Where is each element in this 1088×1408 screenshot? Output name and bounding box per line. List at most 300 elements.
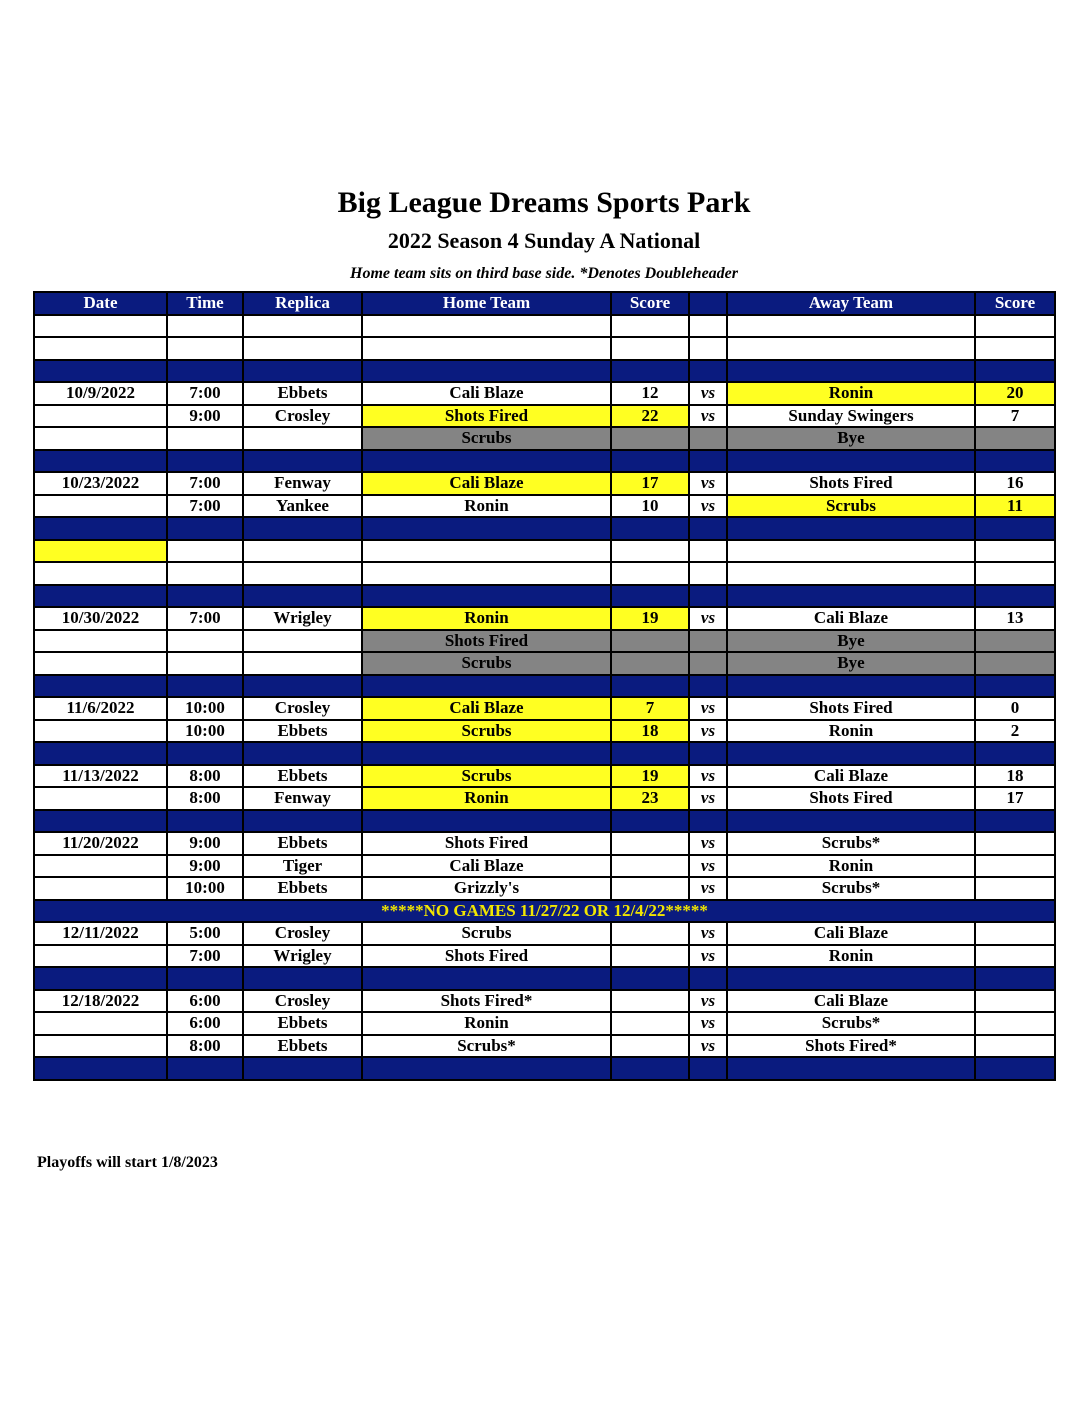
- home-score-cell: [611, 630, 689, 653]
- blank-cell: [727, 315, 975, 338]
- game-row: [34, 720, 1055, 743]
- blank-cell: [727, 540, 975, 563]
- blank-cell: [689, 540, 727, 563]
- game-row: [34, 855, 1055, 878]
- vs-cell: vs: [689, 765, 727, 788]
- blank-cell: [243, 337, 362, 360]
- away-score-cell: [975, 922, 1055, 945]
- separator-cell: [611, 450, 689, 473]
- date-cell: 12/11/2022: [34, 922, 167, 945]
- home-score-cell: [611, 877, 689, 900]
- time-cell: 10:00: [167, 877, 243, 900]
- bye-row: [34, 630, 1055, 653]
- separator-cell: [975, 450, 1055, 473]
- game-row: [34, 787, 1055, 810]
- separator-cell: [243, 967, 362, 990]
- separator-cell: [167, 517, 243, 540]
- time-cell: 6:00: [167, 990, 243, 1013]
- home-team-cell: Shots Fired: [362, 405, 611, 428]
- separator-cell: [34, 450, 167, 473]
- separator-cell: [34, 967, 167, 990]
- replica-cell: Crosley: [243, 697, 362, 720]
- vs-cell: vs: [689, 787, 727, 810]
- separator-cell: [611, 517, 689, 540]
- vs-cell: vs: [689, 877, 727, 900]
- away-team-cell: Bye: [727, 427, 975, 450]
- col-header-away-team: Away Team: [727, 292, 975, 315]
- home-score-cell: [611, 855, 689, 878]
- separator-cell: [167, 450, 243, 473]
- date-cell: [34, 855, 167, 878]
- blank-cell: [167, 540, 243, 563]
- home-team-cell: Scrubs: [362, 427, 611, 450]
- date-cell: 10/30/2022: [34, 607, 167, 630]
- home-score-cell: 19: [611, 765, 689, 788]
- blank-cell: [689, 315, 727, 338]
- blank-cell: [611, 540, 689, 563]
- separator-cell: [243, 450, 362, 473]
- separator-cell: [362, 585, 611, 608]
- game-row: [34, 922, 1055, 945]
- date-cell: 10/9/2022: [34, 382, 167, 405]
- away-score-cell: [975, 630, 1055, 653]
- home-score-cell: 23: [611, 787, 689, 810]
- vs-cell: vs: [689, 405, 727, 428]
- separator-cell: [727, 585, 975, 608]
- date-cell: [34, 630, 167, 653]
- time-cell: 6:00: [167, 1012, 243, 1035]
- home-team-cell: Ronin: [362, 495, 611, 518]
- bye-row: [34, 427, 1055, 450]
- blank-cell: [167, 315, 243, 338]
- separator-cell: [243, 360, 362, 383]
- separator-row: [34, 585, 1055, 608]
- separator-cell: [34, 742, 167, 765]
- blank-cell: [362, 540, 611, 563]
- away-score-cell: [975, 427, 1055, 450]
- away-team-cell: Ronin: [727, 945, 975, 968]
- separator-cell: [243, 585, 362, 608]
- separator-cell: [34, 675, 167, 698]
- separator-cell: [362, 742, 611, 765]
- away-team-cell: Cali Blaze: [727, 990, 975, 1013]
- game-row: [34, 1012, 1055, 1035]
- game-row: [34, 405, 1055, 428]
- away-score-cell: 13: [975, 607, 1055, 630]
- away-team-cell: Shots Fired: [727, 787, 975, 810]
- date-cell: 11/6/2022: [34, 697, 167, 720]
- date-cell: [34, 945, 167, 968]
- separator-cell: [243, 517, 362, 540]
- away-team-cell: Scrubs*: [727, 1012, 975, 1035]
- page-subtitle: 2022 Season 4 Sunday A National: [387, 228, 701, 253]
- separator-cell: [727, 450, 975, 473]
- home-team-cell: Cali Blaze: [362, 697, 611, 720]
- col-header-date: Date: [34, 292, 167, 315]
- separator-cell: [362, 450, 611, 473]
- time-cell: 10:00: [167, 720, 243, 743]
- vs-cell: vs: [689, 832, 727, 855]
- separator-row: [34, 675, 1055, 698]
- away-team-cell: Bye: [727, 652, 975, 675]
- blank-row: [34, 337, 1055, 360]
- vs-cell: vs: [689, 697, 727, 720]
- replica-cell: Fenway: [243, 472, 362, 495]
- replica-cell: Yankee: [243, 495, 362, 518]
- separator-row: [34, 810, 1055, 833]
- away-team-cell: Scrubs: [727, 495, 975, 518]
- away-team-cell: Ronin: [727, 382, 975, 405]
- time-cell: [167, 630, 243, 653]
- separator-cell: [611, 1057, 689, 1080]
- vs-cell: vs: [689, 990, 727, 1013]
- home-score-cell: [611, 922, 689, 945]
- separator-cell: [975, 360, 1055, 383]
- vs-cell: vs: [689, 720, 727, 743]
- game-row: [34, 1035, 1055, 1058]
- home-score-cell: [611, 832, 689, 855]
- separator-row: [34, 742, 1055, 765]
- blank-cell: [975, 540, 1055, 563]
- separator-cell: [243, 810, 362, 833]
- replica-cell: Ebbets: [243, 720, 362, 743]
- away-team-cell: Shots Fired: [727, 472, 975, 495]
- separator-cell: [689, 517, 727, 540]
- col-header-replica: Replica: [243, 292, 362, 315]
- col-header-vs: [689, 292, 727, 315]
- separator-cell: [167, 585, 243, 608]
- away-score-cell: 16: [975, 472, 1055, 495]
- time-cell: [167, 652, 243, 675]
- replica-cell: [243, 652, 362, 675]
- away-score-cell: [975, 990, 1055, 1013]
- date-cell: [34, 877, 167, 900]
- blank-row: [34, 562, 1055, 585]
- separator-cell: [34, 585, 167, 608]
- separator-cell: [727, 360, 975, 383]
- home-score-cell: [611, 652, 689, 675]
- away-score-cell: [975, 945, 1055, 968]
- col-header-home-team: Home Team: [362, 292, 611, 315]
- separator-row: [34, 517, 1055, 540]
- blank-cell: [167, 562, 243, 585]
- home-score-cell: [611, 1035, 689, 1058]
- time-cell: 5:00: [167, 922, 243, 945]
- blank-cell: [362, 562, 611, 585]
- blank-cell: [243, 315, 362, 338]
- separator-cell: [727, 967, 975, 990]
- blank-cell: [689, 337, 727, 360]
- playoffs-note: Playoffs will start 1/8/2023: [37, 1154, 218, 1171]
- replica-cell: [243, 427, 362, 450]
- separator-cell: [34, 810, 167, 833]
- blank-cell: [975, 337, 1055, 360]
- header-row: [34, 292, 1055, 315]
- away-score-cell: 0: [975, 697, 1055, 720]
- blank-cell: [362, 315, 611, 338]
- date-cell: [34, 540, 167, 563]
- away-score-cell: 17: [975, 787, 1055, 810]
- separator-cell: [689, 967, 727, 990]
- separator-cell: [243, 1057, 362, 1080]
- home-score-cell: 7: [611, 697, 689, 720]
- separator-cell: [167, 967, 243, 990]
- separator-cell: [611, 742, 689, 765]
- home-team-cell: Shots Fired: [362, 832, 611, 855]
- time-cell: 7:00: [167, 495, 243, 518]
- blank-cell: [611, 315, 689, 338]
- separator-cell: [689, 360, 727, 383]
- vs-cell: [689, 630, 727, 653]
- date-cell: [34, 427, 167, 450]
- separator-cell: [362, 360, 611, 383]
- time-cell: 9:00: [167, 405, 243, 428]
- away-score-cell: [975, 1035, 1055, 1058]
- separator-cell: [611, 585, 689, 608]
- vs-cell: vs: [689, 1035, 727, 1058]
- replica-cell: Crosley: [243, 405, 362, 428]
- home-score-cell: 22: [611, 405, 689, 428]
- time-cell: 10:00: [167, 697, 243, 720]
- home-team-cell: Cali Blaze: [362, 382, 611, 405]
- vs-cell: [689, 427, 727, 450]
- separator-cell: [689, 742, 727, 765]
- date-cell: 12/18/2022: [34, 990, 167, 1013]
- vs-cell: vs: [689, 382, 727, 405]
- date-cell: [34, 315, 167, 338]
- date-cell: [34, 495, 167, 518]
- schedule-table: [33, 291, 1056, 1081]
- separator-cell: [362, 675, 611, 698]
- replica-cell: Ebbets: [243, 1012, 362, 1035]
- blank-cell: [611, 562, 689, 585]
- away-score-cell: 18: [975, 765, 1055, 788]
- separator-cell: [167, 742, 243, 765]
- separator-row: [34, 967, 1055, 990]
- separator-cell: [362, 810, 611, 833]
- blank-cell: [975, 562, 1055, 585]
- game-row: [34, 832, 1055, 855]
- separator-cell: [689, 450, 727, 473]
- home-team-cell: Shots Fired: [362, 630, 611, 653]
- col-header-time: Time: [167, 292, 243, 315]
- home-team-cell: Ronin: [362, 1012, 611, 1035]
- away-score-cell: 20: [975, 382, 1055, 405]
- home-score-cell: 19: [611, 607, 689, 630]
- separator-cell: [689, 585, 727, 608]
- separator-cell: [34, 517, 167, 540]
- game-row: [34, 382, 1055, 405]
- game-row: [34, 945, 1055, 968]
- time-cell: 7:00: [167, 945, 243, 968]
- away-score-cell: [975, 855, 1055, 878]
- game-row: [34, 495, 1055, 518]
- date-cell: [34, 405, 167, 428]
- separator-cell: [975, 967, 1055, 990]
- replica-cell: Ebbets: [243, 1035, 362, 1058]
- vs-cell: [689, 652, 727, 675]
- blank-cell: [611, 337, 689, 360]
- away-team-cell: Cali Blaze: [727, 922, 975, 945]
- away-score-cell: 11: [975, 495, 1055, 518]
- away-team-cell: Ronin: [727, 720, 975, 743]
- separator-cell: [243, 675, 362, 698]
- blank-cell: [727, 337, 975, 360]
- away-score-cell: [975, 1012, 1055, 1035]
- home-team-cell: Scrubs: [362, 720, 611, 743]
- separator-cell: [167, 675, 243, 698]
- away-team-cell: Sunday Swingers: [727, 405, 975, 428]
- replica-cell: Ebbets: [243, 765, 362, 788]
- separator-cell: [727, 742, 975, 765]
- home-score-cell: 12: [611, 382, 689, 405]
- separator-cell: [167, 1057, 243, 1080]
- game-row: [34, 472, 1055, 495]
- vs-cell: vs: [689, 607, 727, 630]
- replica-cell: Crosley: [243, 990, 362, 1013]
- home-team-cell: Scrubs*: [362, 1035, 611, 1058]
- blank-cell: [243, 540, 362, 563]
- separator-cell: [362, 517, 611, 540]
- home-team-cell: Shots Fired: [362, 945, 611, 968]
- separator-cell: [975, 517, 1055, 540]
- game-row: [34, 607, 1055, 630]
- blank-row: [34, 540, 1055, 563]
- separator-cell: [34, 1057, 167, 1080]
- away-team-cell: Shots Fired*: [727, 1035, 975, 1058]
- time-cell: [167, 427, 243, 450]
- separator-cell: [611, 810, 689, 833]
- separator-cell: [362, 1057, 611, 1080]
- away-team-cell: Scrubs*: [727, 877, 975, 900]
- vs-cell: vs: [689, 472, 727, 495]
- separator-cell: [727, 675, 975, 698]
- game-row: [34, 765, 1055, 788]
- home-team-cell: Scrubs: [362, 922, 611, 945]
- game-row: [34, 990, 1055, 1013]
- home-score-cell: 10: [611, 495, 689, 518]
- blank-cell: [243, 562, 362, 585]
- away-team-cell: Shots Fired: [727, 697, 975, 720]
- replica-cell: Ebbets: [243, 382, 362, 405]
- away-team-cell: Ronin: [727, 855, 975, 878]
- date-cell: [34, 337, 167, 360]
- date-cell: [34, 720, 167, 743]
- away-team-cell: Cali Blaze: [727, 765, 975, 788]
- home-team-cell: Cali Blaze: [362, 472, 611, 495]
- time-cell: 9:00: [167, 855, 243, 878]
- page-title: Big League Dreams Sports Park: [337, 186, 751, 219]
- away-team-cell: Bye: [727, 630, 975, 653]
- vs-cell: vs: [689, 1012, 727, 1035]
- date-cell: 10/23/2022: [34, 472, 167, 495]
- date-cell: 11/13/2022: [34, 765, 167, 788]
- blank-row: [34, 315, 1055, 338]
- col-header-home-score: Score: [611, 292, 689, 315]
- separator-cell: [167, 360, 243, 383]
- separator-cell: [727, 810, 975, 833]
- home-team-cell: Scrubs: [362, 765, 611, 788]
- home-score-cell: [611, 427, 689, 450]
- vs-cell: vs: [689, 495, 727, 518]
- home-score-cell: 17: [611, 472, 689, 495]
- game-row: [34, 697, 1055, 720]
- separator-cell: [611, 360, 689, 383]
- separator-cell: [975, 810, 1055, 833]
- home-team-cell: Ronin: [362, 607, 611, 630]
- home-score-cell: [611, 990, 689, 1013]
- separator-cell: [689, 1057, 727, 1080]
- away-score-cell: 2: [975, 720, 1055, 743]
- replica-cell: Wrigley: [243, 607, 362, 630]
- game-row: [34, 877, 1055, 900]
- vs-cell: vs: [689, 922, 727, 945]
- col-header-away-score: Score: [975, 292, 1055, 315]
- separator-cell: [975, 675, 1055, 698]
- home-team-cell: Scrubs: [362, 652, 611, 675]
- blank-cell: [727, 562, 975, 585]
- replica-cell: Fenway: [243, 787, 362, 810]
- separator-cell: [611, 675, 689, 698]
- time-cell: 8:00: [167, 1035, 243, 1058]
- blank-cell: [689, 562, 727, 585]
- schedule-note: Home team sits on third base side. *Denotes Doubleheader: [350, 265, 738, 282]
- replica-cell: Wrigley: [243, 945, 362, 968]
- time-cell: 7:00: [167, 607, 243, 630]
- away-score-cell: [975, 832, 1055, 855]
- vs-cell: vs: [689, 855, 727, 878]
- away-team-cell: Cali Blaze: [727, 607, 975, 630]
- separator-row: [34, 1057, 1055, 1080]
- separator-cell: [727, 517, 975, 540]
- separator-cell: [167, 810, 243, 833]
- home-team-cell: Shots Fired*: [362, 990, 611, 1013]
- date-cell: [34, 787, 167, 810]
- date-cell: 11/20/2022: [34, 832, 167, 855]
- no-games-notice: *****NO GAMES 11/27/22 OR 12/4/22*****: [34, 900, 1055, 923]
- blank-cell: [362, 337, 611, 360]
- schedule-body: [34, 315, 1055, 1080]
- home-team-cell: Grizzly's: [362, 877, 611, 900]
- home-team-cell: Cali Blaze: [362, 855, 611, 878]
- time-cell: 7:00: [167, 472, 243, 495]
- replica-cell: [243, 630, 362, 653]
- blank-cell: [167, 337, 243, 360]
- time-cell: 9:00: [167, 832, 243, 855]
- replica-cell: Tiger: [243, 855, 362, 878]
- separator-cell: [975, 1057, 1055, 1080]
- separator-cell: [34, 360, 167, 383]
- notice-row: [34, 900, 1055, 923]
- separator-cell: [611, 967, 689, 990]
- bye-row: [34, 652, 1055, 675]
- replica-cell: Ebbets: [243, 877, 362, 900]
- separator-cell: [689, 810, 727, 833]
- time-cell: 8:00: [167, 787, 243, 810]
- date-cell: [34, 1035, 167, 1058]
- home-score-cell: [611, 1012, 689, 1035]
- separator-cell: [975, 742, 1055, 765]
- separator-cell: [362, 967, 611, 990]
- home-team-cell: Ronin: [362, 787, 611, 810]
- separator-cell: [727, 1057, 975, 1080]
- away-score-cell: [975, 652, 1055, 675]
- away-score-cell: [975, 877, 1055, 900]
- away-score-cell: 7: [975, 405, 1055, 428]
- vs-cell: vs: [689, 945, 727, 968]
- date-cell: [34, 1012, 167, 1035]
- separator-cell: [243, 742, 362, 765]
